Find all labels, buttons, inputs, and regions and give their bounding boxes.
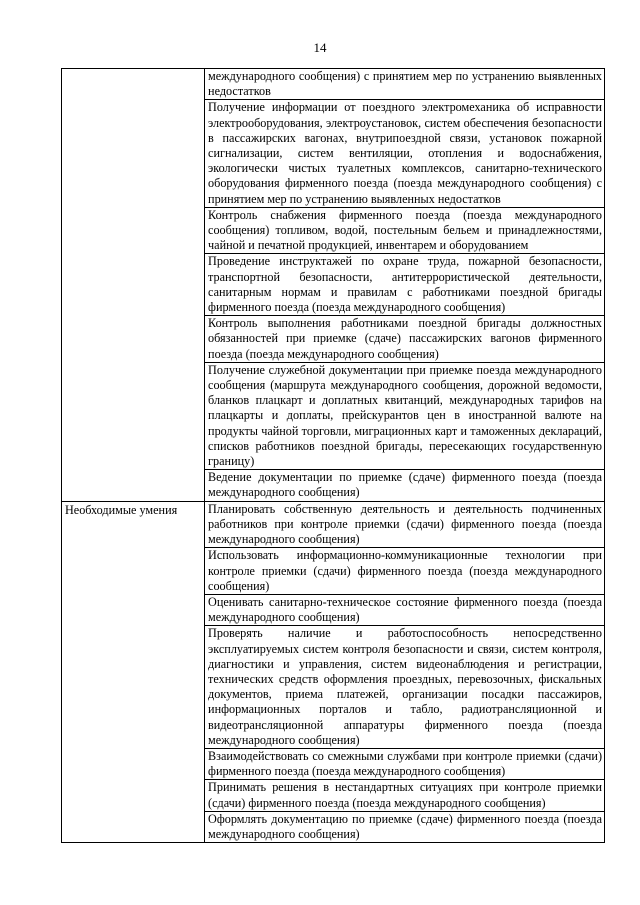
requirements-table [61, 68, 605, 843]
list-item: Получение служебной документации при приемке поезда международного сообщения (маршрута международного сообщения, дорожной ведомости, бланков плацкарт и доплатных квитанций, международных тарифов на плацкарты и доплаты, прейскурантов цен в иностранной валюте на продукты чайной торговли, миграционных карт и таможенных деклараций, списков работников поездной бригады, пересекающих государственную границу) [205, 363, 604, 470]
list-item: международного сообщения) с принятием мер по устранению выявленных недостатков [205, 69, 604, 100]
list-item: Ведение документации по приемке (сдаче) фирменного поезда (поезда международного сообщения) [208, 470, 602, 500]
list-item: Оценивать санитарно-техническое состояние фирменного поезда (поезда международного сообщения) [205, 595, 604, 626]
list-item: Проверять наличие и работоспособность непосредственно эксплуатируемых систем контроля безопасности и связи, систем контроля, диагностики и управления, систем видеонаблюдения и регистрации, технических средств оформления проездных, перевозочных, фискальных документов, приема платежей, организации посадки пассажиров, информационных порталов и табло, радиотрансляционной и видеотрансляционной аппаратуры фирменного поезда (поезда международного сообщения) [205, 626, 604, 749]
list-item: Планировать собственную деятельность и деятельность подчиненных работников при контроле приемки (сдачи) фирменного поезда (поезда международного сообщения) [205, 502, 604, 549]
list-item: Использовать информационно-коммуникационные технологии при контроле приемки (сдачи) фирменного поезда (поезда международного сообщения) [205, 548, 604, 595]
list-item: Проведение инструктажей по охране труда, пожарной безопасности, транспортной безопасности, антитеррористической деятельности, санитарным нормам и правилам с работниками поездной бригады фирменного поезда (поезда международного сообщения) [205, 254, 604, 316]
section-content [205, 69, 605, 502]
section-label: Необходимые умения [62, 501, 205, 842]
list-item: Оформлять документацию по приемке (сдаче) фирменного поезда (поезда международного сообщения) [208, 811, 602, 841]
list-item: Контроль выполнения работниками поездной бригады должностных обязанностей при приемке (сдаче) пассажирских вагонов фирменного поезда (поезда международного сообщения) [205, 316, 604, 363]
section-row-duties [62, 69, 605, 502]
section-row-skills [62, 501, 605, 842]
list-item: Взаимодействовать со смежными службами при контроле приемки (сдачи) фирменного поезда (поезда международного сообщения) [205, 749, 604, 780]
section-content [205, 501, 605, 842]
section-label [62, 69, 205, 502]
list-item: Принимать решения в нестандартных ситуациях при контроле приемки (сдачи) фирменного поезда (поезда международного сообщения) [205, 780, 604, 811]
list-item: Контроль снабжения фирменного поезда (поезда международного сообщения) топливом, водой, постельным бельем и принадлежностями, чайной и печатной продукцией, инвентарем и оборудованием [205, 208, 604, 255]
page-number: 14 [313, 40, 327, 55]
list-item: Получение информации от поездного электромеханика об исправности электрооборудования, электроустановок, систем обеспечения безопасности в пассажирских вагонах, внутрипоездной связи, установок пожарной сигнализации, систем вентиляции, отопления и водоснабжения, экологически чистых туалетных комплексов, санитарно-технического оборудования фирменного поезда (поезда международного сообщения) с принятием мер по устранению выявленных недостатков [205, 100, 604, 207]
